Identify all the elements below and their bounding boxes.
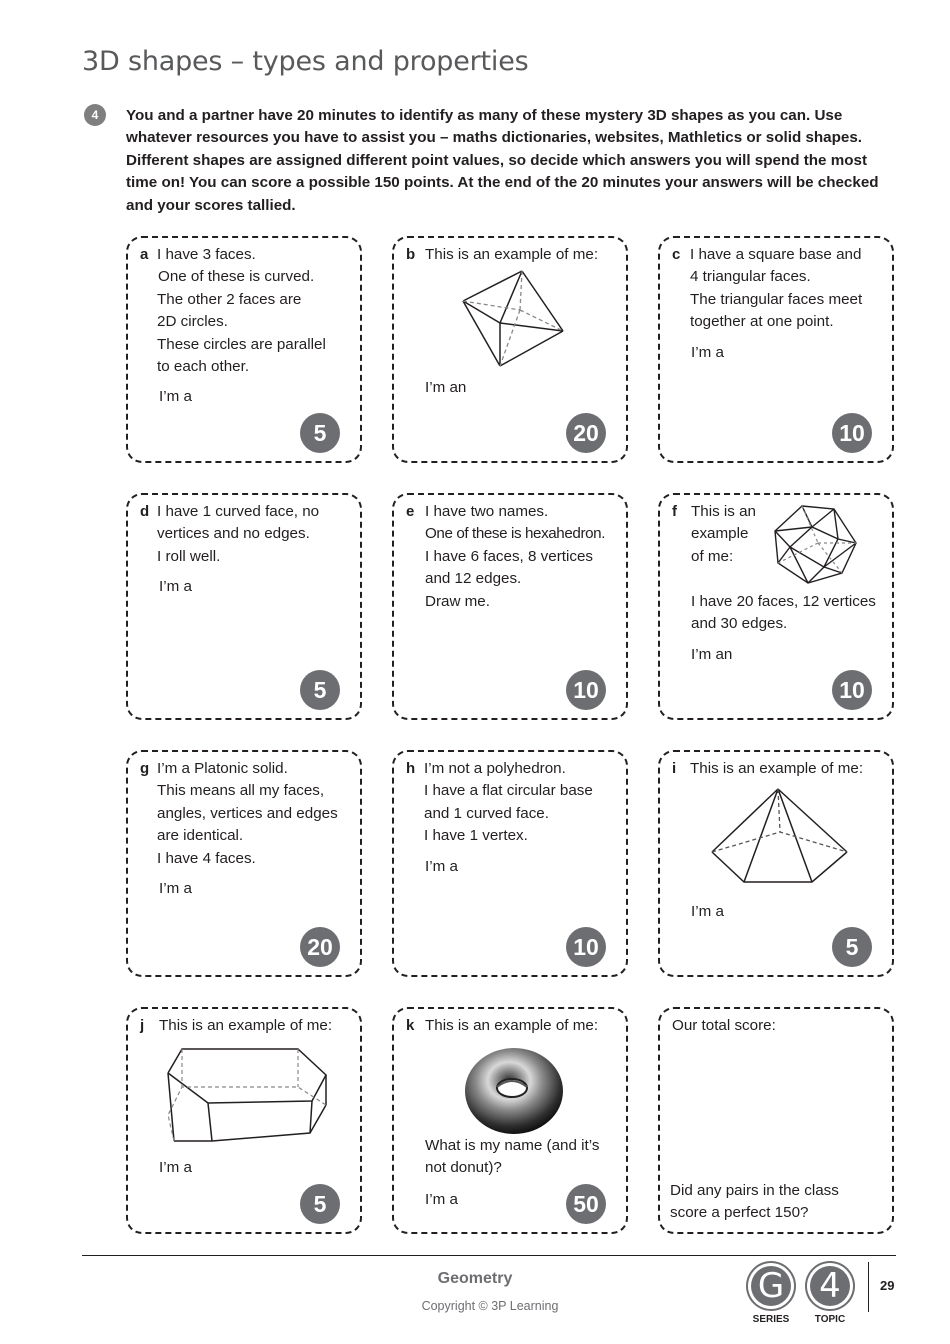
card-g [126,750,362,977]
points-badge: 20 [566,413,606,453]
text-line: I have two names. [425,503,549,520]
card-letter: k [406,1017,415,1034]
card-text [690,758,890,780]
footer-subject: Geometry [437,1270,513,1287]
text-line: What is my name (and it’s [425,1137,600,1154]
text-line: I’m a Platonic solid. [157,760,288,777]
points-badge: 10 [566,670,606,710]
answer-prompt: I’m an [425,379,467,396]
text-line: This means all my faces, [157,782,325,800]
footer-vertical-divider [868,1262,869,1312]
text-line: I have 6 faces, 8 vertices [425,547,593,565]
text-line: vertices and no edges. [157,525,310,543]
card-text [425,244,625,266]
answer-prompt: I’m a [425,858,458,875]
card-j [126,1007,362,1234]
topic-label: TOPIC [814,1314,846,1325]
points-badge: 5 [832,927,872,967]
pentagonal-pyramid-drawing [708,786,850,888]
text-line: I have 3 faces. [157,246,256,263]
card-text [157,244,357,378]
text-line: example [691,525,749,543]
text-line: I have a flat circular base [424,782,593,800]
points-badge: 10 [832,413,872,453]
card-text [424,758,624,848]
points-badge: 5 [300,1184,340,1224]
text-line: This is an [691,503,756,520]
question-number-badge: 4 [84,104,106,126]
footer-copyright: Copyright © 3P Learning [421,1299,559,1313]
card-letter: g [140,760,150,777]
answer-prompt: I’m a [159,880,192,897]
card-text [157,501,357,568]
card-i [658,750,894,977]
text-line: These circles are parallel [157,335,326,353]
text-line: I have 1 curved face, no [157,503,320,520]
text-line: and 1 curved face. [424,804,549,822]
card-letter: h [406,760,416,777]
text-line: score a perfect 150? [670,1204,809,1222]
points-badge: 5 [300,670,340,710]
card-letter: f [672,503,677,520]
points-badge: 5 [300,413,340,453]
card-d [126,493,362,720]
page-number: 29 [880,1278,895,1293]
answer-prompt: I’m a [159,1159,192,1176]
total-score-question [670,1180,870,1225]
total-score-heading: Our total score: [672,1017,776,1034]
text-line: This is an example of me: [690,760,864,777]
text-line: I roll well. [157,547,221,565]
text-line: One of these is hexahedron. [425,525,606,543]
text-line: One of these is curved. [158,268,315,286]
answer-prompt: I’m a [691,344,724,361]
text-line: I’m not a polyhedron. [424,760,566,777]
card-letter: j [140,1017,145,1034]
text-line: to each other. [157,358,250,376]
text-line: I have 20 faces, 12 vertices [691,593,876,610]
text-line: This is an example of me: [425,1017,599,1034]
text-line: of me: [691,547,734,565]
series-logo: G [748,1263,794,1309]
text-line: angles, vertices and edges [157,804,338,822]
card-e [392,493,628,720]
octahedron-drawing [460,268,566,370]
footer-divider [82,1255,896,1256]
text-line: not donut)? [425,1159,502,1177]
card-letter: d [140,503,150,520]
card-text [425,1015,625,1037]
answer-prompt: I’m a [691,903,724,920]
points-badge: 10 [566,927,606,967]
question-instructions: You and a partner have 20 minutes to identify as many of these mystery 3D shapes as you can. Use whatever resources you have to assist you – maths dictionaries, websites, Mathletics or solid shapes. Different shapes are assigned different point values, so decide which answers you will spend the most time on! You can score a possible 150 points. At the end of the 20 minutes your answers will be checked and your scores tallied. [126,107,879,214]
text-line: and 12 edges. [425,570,522,588]
points-badge: 10 [832,670,872,710]
text-line: The other 2 faces are [157,290,302,308]
text-line: I have 4 faces. [157,849,256,867]
card-text [159,1015,359,1037]
card-text [425,501,625,613]
answer-prompt: I’m a [159,578,192,595]
hexagonal-prism-drawing [166,1045,330,1145]
page-title: 3D shapes – types and properties [82,46,529,77]
points-badge: 20 [300,927,340,967]
text-line: This is an example of me: [425,246,599,263]
text-line: together at one point. [690,313,834,331]
card-letter: a [140,246,149,263]
torus-image [462,1045,566,1137]
card-h [392,750,628,977]
card-text [690,244,890,334]
card-letter: b [406,246,416,263]
answer-prompt: I’m a [425,1191,458,1208]
card-text [157,758,357,870]
card-b [392,236,628,463]
card-total-score [658,1007,894,1234]
answer-prompt: I’m a [159,388,192,405]
topic-logo: 4 [807,1263,853,1309]
card-letter: e [406,503,415,520]
card-f [658,493,894,720]
text-line: This is an example of me: [159,1017,333,1034]
text-line: Did any pairs in the class [670,1182,839,1199]
series-label: SERIES [752,1314,790,1325]
icosahedron-drawing [772,503,860,585]
card-k [392,1007,628,1234]
text-line: and 30 edges. [691,615,788,633]
text-line: The triangular faces meet [690,290,863,308]
card-letter: i [672,760,677,777]
text-line: are identical. [157,827,244,845]
text-line: 2D circles. [157,313,228,331]
text-line: I have a square base and [690,246,862,263]
text-line: 4 triangular faces. [690,268,811,286]
text-line: Draw me. [425,592,490,610]
card-c [658,236,894,463]
points-badge: 50 [566,1184,606,1224]
card-text-lower [691,591,891,636]
card-letter: c [672,246,681,263]
card-a [126,236,362,463]
card-text-lower [425,1135,625,1180]
text-line: I have 1 vertex. [424,827,528,845]
answer-prompt: I’m an [691,646,733,663]
